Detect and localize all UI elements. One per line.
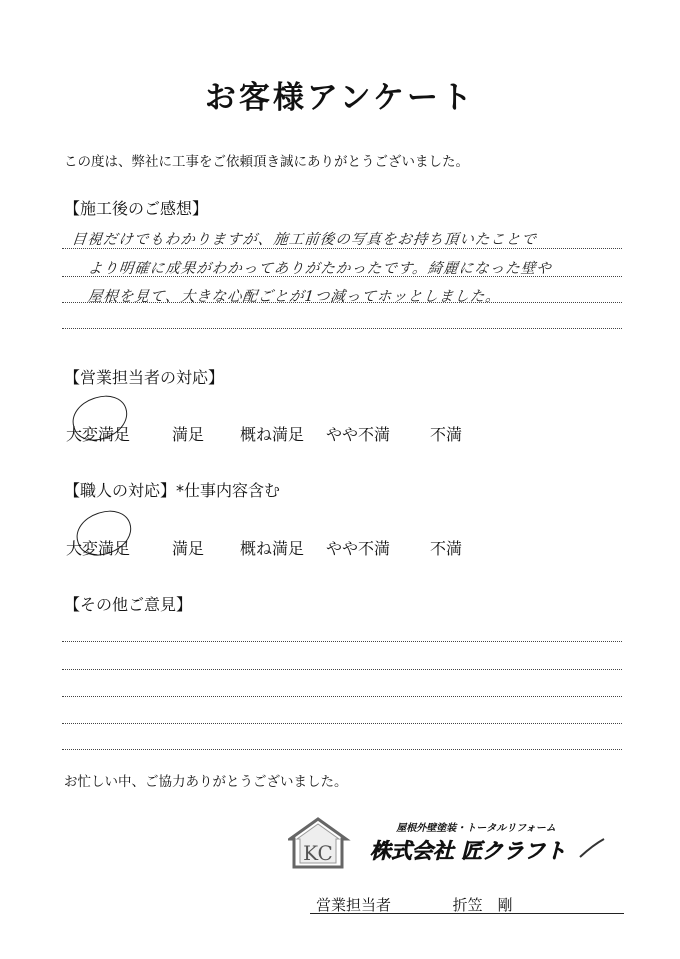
opinion-rule-3 bbox=[62, 696, 622, 697]
representative-name: 折笠 剛 bbox=[452, 896, 513, 914]
opinion-rule-2 bbox=[62, 669, 622, 670]
impression-rule-1 bbox=[62, 248, 622, 249]
impression-line-2: より明確に成果がわかってありがたかったです。綺麗になった壁や bbox=[87, 261, 553, 277]
impression-rule-3 bbox=[62, 302, 622, 303]
house-logo-icon bbox=[288, 815, 608, 870]
impression-rule-2 bbox=[62, 276, 622, 277]
impression-line-3: 屋根を見て、大きな心配ごとが1つ減ってホッとしました。 bbox=[87, 289, 502, 305]
company-logo bbox=[288, 815, 608, 870]
sales-option-satisfied[interactable]: 満足 bbox=[172, 425, 205, 444]
impression-line-1: 目視だけでもわかりますが、施工前後の写真をお持ち頂いたことで bbox=[71, 232, 538, 248]
company-tagline: 屋根外壁塗装・トータルリフォーム bbox=[396, 823, 556, 834]
closing-text: お忙しい中、ご協力ありがとうございました。 bbox=[64, 774, 348, 790]
sales-response-heading: 【営業担当者の対応】 bbox=[64, 368, 225, 387]
craftsman-option-satisfied[interactable]: 満足 bbox=[172, 539, 205, 558]
signature-line bbox=[310, 913, 624, 914]
page-title: お客様アンケート bbox=[204, 80, 476, 116]
craftsman-option-dissatisfied[interactable]: 不満 bbox=[430, 539, 463, 558]
sales-option-mostly-satisfied[interactable]: 概ね満足 bbox=[240, 425, 305, 444]
sales-option-somewhat-dissatisfied[interactable]: やや不満 bbox=[326, 425, 391, 444]
representative-label: 営業担当者 bbox=[316, 896, 392, 914]
opinion-rule-4 bbox=[62, 723, 622, 724]
intro-text: この度は、弊社に工事をご依頼頂き誠にありがとうございました。 bbox=[64, 154, 469, 170]
opinion-rule-5 bbox=[62, 749, 622, 750]
sales-option-very-satisfied[interactable]: 大変満足 bbox=[66, 425, 131, 444]
other-opinions-heading: 【その他ご意見】 bbox=[64, 595, 193, 614]
opinion-rule-1 bbox=[62, 641, 622, 642]
craftsman-option-very-satisfied[interactable]: 大変満足 bbox=[66, 539, 131, 558]
craftsman-option-mostly-satisfied[interactable]: 概ね満足 bbox=[240, 539, 305, 558]
craftsman-option-somewhat-dissatisfied[interactable]: やや不満 bbox=[326, 539, 391, 558]
impression-rule-4 bbox=[62, 328, 622, 329]
craftsman-response-heading: 【職人の対応】*仕事内容含む bbox=[64, 481, 281, 500]
sales-option-dissatisfied[interactable]: 不満 bbox=[430, 425, 463, 444]
impressions-heading: 【施工後のご感想】 bbox=[64, 199, 209, 218]
representative bbox=[316, 894, 513, 915]
company-name: 株式会社 匠クラフト bbox=[369, 839, 567, 863]
logo-mark-text: KC bbox=[303, 841, 333, 865]
